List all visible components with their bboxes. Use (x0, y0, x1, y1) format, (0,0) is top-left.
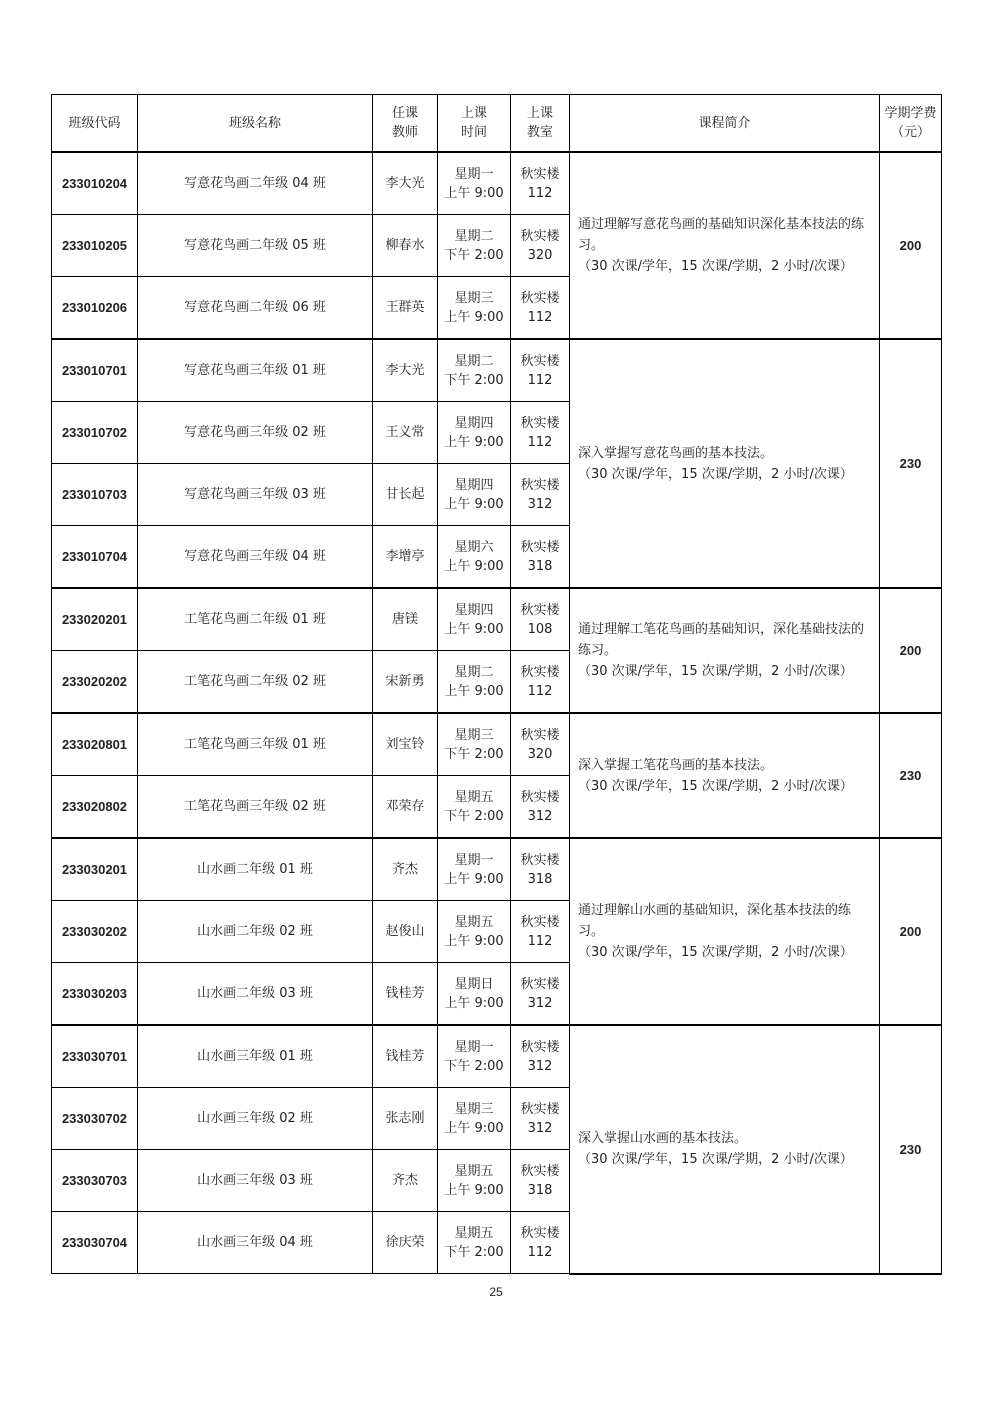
class-time: 星期三 上午 9:00 (438, 277, 511, 340)
class-name: 写意花鸟画三年级 04 班 (138, 526, 373, 589)
class-time: 星期二 下午 2:00 (438, 215, 511, 277)
classroom: 秋实楼 318 (511, 838, 570, 901)
teacher: 王群英 (373, 277, 438, 340)
page-number: 25 (489, 1285, 503, 1299)
semester-fee: 230 (880, 1025, 942, 1274)
class-name: 工笔花鸟画三年级 02 班 (138, 776, 373, 839)
teacher: 唐镁 (373, 588, 438, 651)
class-code: 233030702 (52, 1088, 138, 1150)
semester-fee: 230 (880, 339, 942, 588)
classroom: 秋实楼 318 (511, 526, 570, 589)
classroom: 秋实楼 320 (511, 215, 570, 277)
teacher: 王义常 (373, 402, 438, 464)
semester-fee: 230 (880, 713, 942, 838)
table-row (52, 588, 942, 651)
classroom: 秋实楼 312 (511, 776, 570, 839)
teacher: 李增亭 (373, 526, 438, 589)
class-name: 工笔花鸟画三年级 01 班 (138, 713, 373, 776)
class-time: 星期四 上午 9:00 (438, 402, 511, 464)
classroom: 秋实楼 112 (511, 339, 570, 402)
class-time: 星期三 上午 9:00 (438, 1088, 511, 1150)
course-description: 深入掌握工笔花鸟画的基本技法。 （30 次课/学年，15 次课/学期，2 小时/次课） (570, 713, 880, 838)
class-name: 写意花鸟画二年级 05 班 (138, 215, 373, 277)
class-time: 星期四 上午 9:00 (438, 588, 511, 651)
class-name: 写意花鸟画三年级 03 班 (138, 464, 373, 526)
class-time: 星期五 上午 9:00 (438, 901, 511, 963)
class-code: 233010702 (52, 402, 138, 464)
teacher: 刘宝铃 (373, 713, 438, 776)
class-name: 山水画三年级 03 班 (138, 1150, 373, 1212)
class-name: 写意花鸟画二年级 06 班 (138, 277, 373, 340)
teacher: 李大光 (373, 339, 438, 402)
class-code: 233030201 (52, 838, 138, 901)
classroom: 秋实楼 312 (511, 1088, 570, 1150)
class-name: 写意花鸟画三年级 02 班 (138, 402, 373, 464)
class-code: 233010206 (52, 277, 138, 340)
teacher: 徐庆荣 (373, 1212, 438, 1274)
teacher: 赵俊山 (373, 901, 438, 963)
classroom: 秋实楼 320 (511, 713, 570, 776)
class-code: 233030703 (52, 1150, 138, 1212)
class-name: 山水画二年级 03 班 (138, 963, 373, 1026)
classroom: 秋实楼 312 (511, 963, 570, 1026)
class-time: 星期日 上午 9:00 (438, 963, 511, 1026)
table-row (52, 339, 942, 402)
classroom: 秋实楼 318 (511, 1150, 570, 1212)
class-name: 山水画三年级 04 班 (138, 1212, 373, 1274)
course-description: 通过理解工笔花鸟画的基础知识，深化基础技法的练习。 （30 次课/学年，15 次课/学期，2 小时/次课） (570, 588, 880, 713)
classroom: 秋实楼 112 (511, 277, 570, 340)
class-code: 233010701 (52, 339, 138, 402)
class-time: 星期五 下午 2:00 (438, 1212, 511, 1274)
classroom: 秋实楼 112 (511, 1212, 570, 1274)
class-name: 写意花鸟画二年级 04 班 (138, 152, 373, 215)
table-row (52, 838, 942, 901)
header-name: 班级名称 (138, 95, 373, 153)
header-fee: 学期学费 （元） (880, 95, 942, 153)
teacher: 邓荣存 (373, 776, 438, 839)
classroom: 秋实楼 112 (511, 651, 570, 714)
table-row (52, 1025, 942, 1088)
teacher: 钱桂芳 (373, 963, 438, 1026)
class-code: 233020802 (52, 776, 138, 839)
teacher: 甘长起 (373, 464, 438, 526)
class-time: 星期二 下午 2:00 (438, 339, 511, 402)
class-time: 星期五 下午 2:00 (438, 776, 511, 839)
class-code: 233030202 (52, 901, 138, 963)
class-code: 233010204 (52, 152, 138, 215)
class-name: 写意花鸟画三年级 01 班 (138, 339, 373, 402)
class-time: 星期一 上午 9:00 (438, 838, 511, 901)
semester-fee: 200 (880, 588, 942, 713)
class-time: 星期四 上午 9:00 (438, 464, 511, 526)
class-code: 233020801 (52, 713, 138, 776)
header-desc: 课程简介 (570, 95, 880, 153)
class-name: 山水画三年级 02 班 (138, 1088, 373, 1150)
class-code: 233010703 (52, 464, 138, 526)
teacher: 宋新勇 (373, 651, 438, 714)
course-description: 通过理解写意花鸟画的基础知识深化基本技法的练习。 （30 次课/学年，15 次课/学期，2 小时/次课） (570, 152, 880, 339)
class-code: 233030704 (52, 1212, 138, 1274)
teacher: 齐杰 (373, 838, 438, 901)
teacher: 李大光 (373, 152, 438, 215)
course-description: 通过理解山水画的基础知识，深化基本技法的练习。 （30 次课/学年，15 次课/学期，2 小时/次课） (570, 838, 880, 1025)
header-row (52, 95, 942, 153)
header-room: 上课 教室 (511, 95, 570, 153)
header-time: 上课 时间 (438, 95, 511, 153)
teacher: 钱桂芳 (373, 1025, 438, 1088)
class-time: 星期一 下午 2:00 (438, 1025, 511, 1088)
teacher: 张志刚 (373, 1088, 438, 1150)
classroom: 秋实楼 312 (511, 1025, 570, 1088)
class-time: 星期一 上午 9:00 (438, 152, 511, 215)
header-code: 班级代码 (52, 95, 138, 153)
table-row (52, 152, 942, 215)
semester-fee: 200 (880, 838, 942, 1025)
class-time: 星期五 上午 9:00 (438, 1150, 511, 1212)
class-time: 星期三 下午 2:00 (438, 713, 511, 776)
table-row (52, 713, 942, 776)
class-code: 233010704 (52, 526, 138, 589)
class-name: 山水画二年级 01 班 (138, 838, 373, 901)
class-code: 233020202 (52, 651, 138, 714)
teacher: 柳春水 (373, 215, 438, 277)
class-time: 星期二 上午 9:00 (438, 651, 511, 714)
classroom: 秋实楼 112 (511, 901, 570, 963)
class-code: 233020201 (52, 588, 138, 651)
class-name: 工笔花鸟画二年级 01 班 (138, 588, 373, 651)
class-time: 星期六 上午 9:00 (438, 526, 511, 589)
classroom: 秋实楼 112 (511, 402, 570, 464)
class-schedule-table (51, 94, 942, 1275)
class-name: 山水画三年级 01 班 (138, 1025, 373, 1088)
class-name: 工笔花鸟画二年级 02 班 (138, 651, 373, 714)
classroom: 秋实楼 112 (511, 152, 570, 215)
class-code: 233010205 (52, 215, 138, 277)
header-teacher: 任课 教师 (373, 95, 438, 153)
course-description: 深入掌握山水画的基本技法。 （30 次课/学年，15 次课/学期，2 小时/次课） (570, 1025, 880, 1274)
teacher: 齐杰 (373, 1150, 438, 1212)
class-code: 233030203 (52, 963, 138, 1026)
classroom: 秋实楼 108 (511, 588, 570, 651)
classroom: 秋实楼 312 (511, 464, 570, 526)
semester-fee: 200 (880, 152, 942, 339)
course-description: 深入掌握写意花鸟画的基本技法。 （30 次课/学年，15 次课/学期，2 小时/次课） (570, 339, 880, 588)
class-code: 233030701 (52, 1025, 138, 1088)
class-name: 山水画二年级 02 班 (138, 901, 373, 963)
